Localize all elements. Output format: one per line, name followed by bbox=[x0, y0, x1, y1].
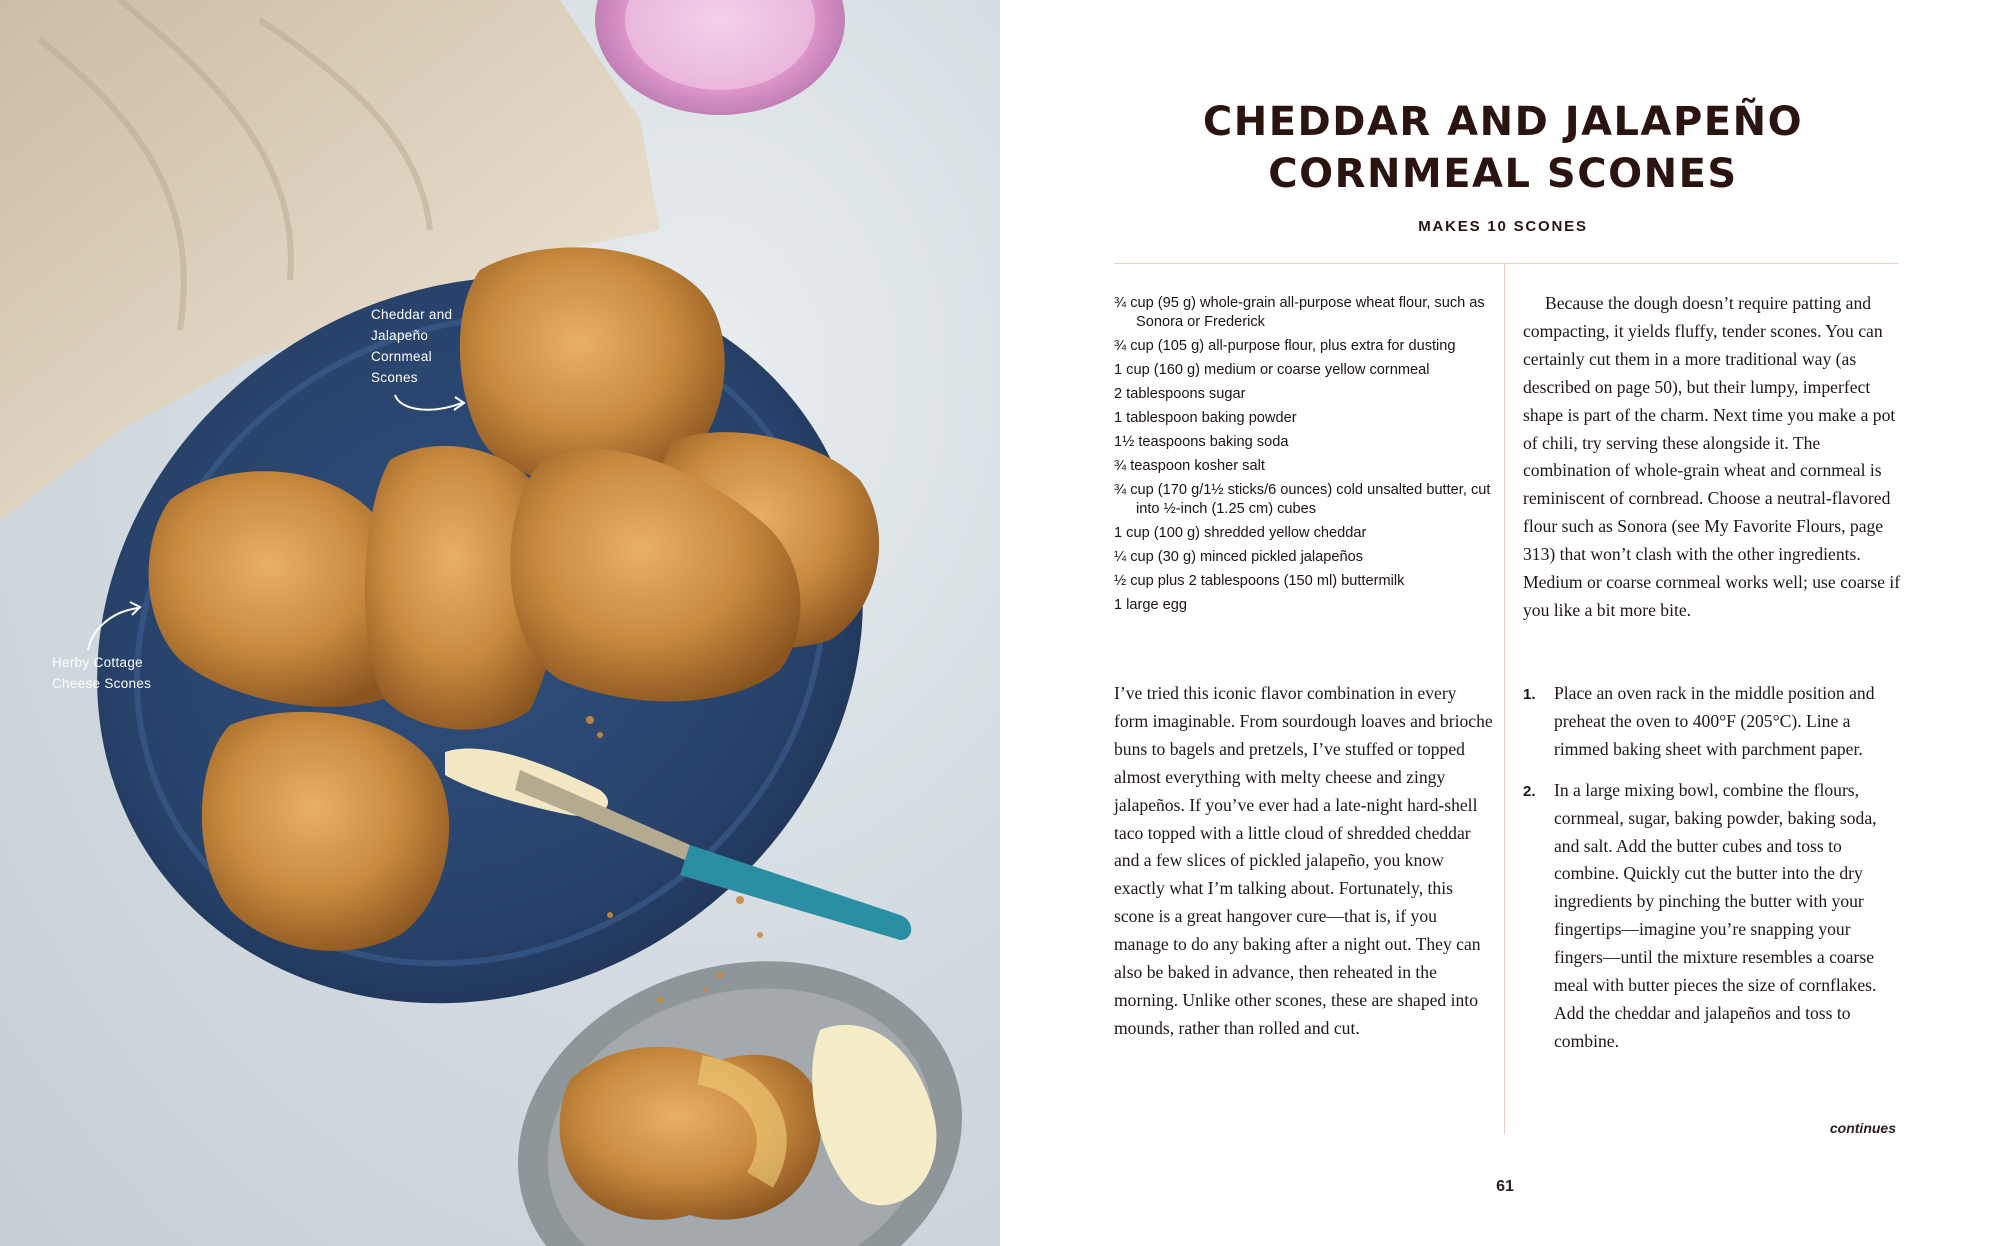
callout-cheddar-jalapeno-scones: Cheddar and Jalapeño Cornmeal Scones bbox=[371, 307, 453, 385]
recipe-title-line-1: CHEDDAR AND JALAPEÑO bbox=[1202, 99, 1804, 145]
callout-herby-cottage-cheese-scones: Herby Cottage Cheese Scones bbox=[52, 655, 152, 691]
horizontal-divider bbox=[1114, 263, 1898, 264]
ingredient-item: ½ cup plus 2 tablespoons (150 ml) buttermilk bbox=[1114, 573, 1405, 589]
scone-bottom bbox=[202, 712, 449, 951]
column-divider bbox=[1504, 264, 1505, 1134]
recipe-title bbox=[1115, 96, 1891, 200]
step-text: In a large mixing bowl, combine the flours, cornmeal, sugar, baking powder, baking soda, and salt. Add the butter cubes and toss to combine. Quickly cut the butter into the dry ingredients by pinching the butter with your fingertips—imagine you’re snapping your fingers—until the mixture resembles a coarse meal with butter pieces the size of cornflakes. Add the cheddar and jalapeños and toss to combine. bbox=[1554, 779, 1877, 1051]
ingredient-item: 2 tablespoons sugar bbox=[1114, 386, 1246, 402]
continues-label: continues bbox=[1829, 1120, 1896, 1136]
step-number: 1. bbox=[1523, 686, 1536, 703]
step-text: Place an oven rack in the middle position and preheat the oven to 400°F (205°C). Line a rimmed baking sheet with parchment paper. bbox=[1554, 683, 1875, 759]
recipe-yield: MAKES 10 SCONES bbox=[1418, 218, 1588, 235]
ingredient-item: ¾ teaspoon kosher salt bbox=[1114, 458, 1265, 474]
ingredient-item: 1½ teaspoons baking soda bbox=[1114, 434, 1289, 450]
ingredient-item: 1 large egg bbox=[1114, 597, 1188, 613]
ingredient-item: 1 tablespoon baking powder bbox=[1114, 410, 1297, 426]
ingredient-item: ¼ cup (30 g) minced pickled jalapeños bbox=[1114, 549, 1364, 565]
ingredient-item: 1 cup (100 g) shredded yellow cheddar bbox=[1114, 525, 1367, 541]
ingredient-item: ¾ cup (170 g/1½ sticks/6 ounces) cold unsalted butter, cut into ½-inch (1.25 cm) cubes bbox=[1114, 482, 1491, 517]
ingredient-item: 1 cup (160 g) medium or coarse yellow cornmeal bbox=[1114, 362, 1430, 378]
ingredient-item: ¾ cup (95 g) whole-grain all-purpose wheat flour, such as Sonora or Frederick bbox=[1114, 295, 1485, 330]
method-steps bbox=[1523, 680, 1901, 1069]
step-number: 2. bbox=[1523, 782, 1536, 800]
recipe-headnote-continued: Because the dough doesn’t require patting and compacting, it yields fluffy, tender scones. You can certainly cut them in a more traditional way (as described on page 50), but their lumpy, imperfect shape is part of the charm. Next time you make a pot of chili, try serving these alongside it. The combination of whole-grain wheat and cornmeal is reminiscent of cornbread. Choose a neutral-flavored flour such as Sonora (see My Favorite Flours, page 313) that won’t clash with the other ingredients. Medium or coarse cornmeal works well; use coarse if you like a bit more bite. bbox=[1523, 293, 1901, 620]
method-step bbox=[1523, 777, 1901, 1056]
ingredient-list bbox=[1114, 294, 1494, 620]
recipe-title-line-2: CORNMEAL SCONES bbox=[1268, 151, 1738, 197]
recipe-page bbox=[1000, 0, 1996, 1246]
ingredient-item: ¾ cup (105 g) all-purpose flour, plus extra for dusting bbox=[1114, 338, 1456, 354]
page-number: 61 bbox=[1496, 1178, 1514, 1195]
recipe-intro: I’ve tried this iconic flavor combination in every form imaginable. From sourdough loaves and brioche buns to bagels and pretzels, I’ve stuffed or topped almost everything with melty cheese and zingy jalapeños. If you’ve ever had a late-night hard-shell taco topped with a little cloud of shredded cheddar and a few slices of pickled jalapeño, you know exactly what I’m talking about. Fortunately, this scone is a great hangover cure—that is, if you manage to do any baking after a night out. They can also be baked in advance, then reheated in the morning. Unlike other scones, these are shaped into mounds, rather than rolled and cut. bbox=[1114, 683, 1493, 1038]
method-step bbox=[1523, 680, 1901, 764]
